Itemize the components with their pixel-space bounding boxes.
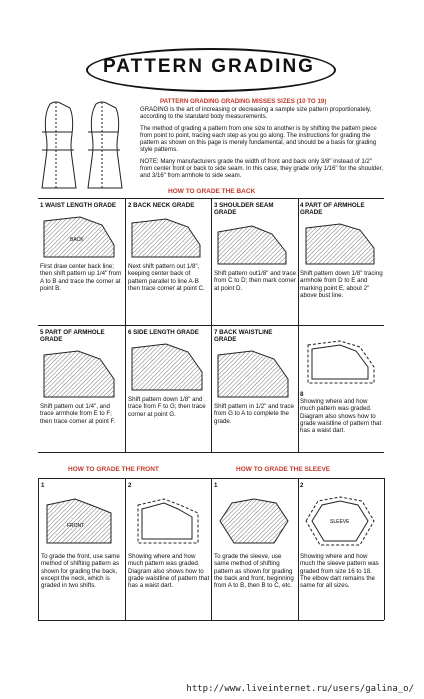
cell-title: 2 — [300, 482, 304, 489]
lower-grid-col-2 — [211, 478, 212, 620]
cell-text: To grade the sleeve, use same method of shifting pattern as shown for grading the back and front, beginning from A to B, then B to C, etc. — [214, 553, 294, 590]
cell-text: Shift pattern down 1/8" and trace from F to G; then trace corner at point G. — [128, 396, 206, 418]
back-cell-2 — [128, 202, 210, 292]
cell-title: 8 — [300, 391, 304, 398]
front-graded-diagram — [128, 491, 208, 551]
back-cell-5 — [40, 329, 124, 425]
front-label: FRONT — [67, 523, 85, 529]
intro-paragraph-1: GRADING is the art of increasing or decreasing a sample size pattern proportionately, according to the standard body measurements. — [140, 106, 372, 121]
back-cell-8 — [300, 329, 384, 434]
sleeve-piece-diagram — [214, 491, 294, 551]
cell-text: Shift pattern out 1/4", and trace armhole from E to F; then trace corner at point F. — [40, 403, 116, 425]
cell-title: 5 PART OF ARMHOLE GRADE — [40, 329, 105, 343]
back-cell-1 — [40, 202, 124, 292]
cell-text: Showing where and how much the sleeve pattern was graded from size 16 to 18. The elbow dart remains the same for all sizes. — [300, 553, 379, 590]
back-piece-diagram — [214, 218, 296, 268]
back-cell-6 — [128, 329, 210, 418]
cell-title: 1 — [214, 482, 218, 489]
page-title: PATTERN GRADING — [103, 56, 315, 77]
back-piece-diagram — [128, 338, 210, 394]
cell-text: First draw center back line; then shift pattern up 1/4" from A to B and trace the corner at point B. — [40, 263, 122, 292]
cell-text: To grade the front, use same method of shifting pattern as shown for grading the back, except the neck, which is graded in two shifts. — [41, 553, 120, 590]
dress-form-illustration — [32, 98, 132, 194]
sleeve-cell-1 — [214, 482, 296, 589]
cell-title: 1 WAIST LENGTH GRADE — [40, 202, 116, 209]
grid-col-1 — [125, 198, 126, 452]
cell-title: 2 BACK NECK GRADE — [128, 202, 195, 209]
lower-grid-col-1 — [125, 478, 126, 620]
cell-text: Shift pattern down 1/8" tracing armhole from D to E and marking point E, about 2" above bust line. — [300, 270, 383, 299]
back-label: BACK — [70, 237, 84, 243]
back-piece-diagram — [40, 345, 122, 401]
cell-text: Shift pattern out1/8" and trace from C to D; then mark corner at point D. — [214, 270, 296, 292]
intro-text — [140, 106, 384, 184]
front-heading: HOW TO GRADE THE FRONT — [68, 466, 159, 473]
grid-col-3 — [298, 198, 299, 452]
back-cell-3 — [214, 202, 296, 292]
cell-text: Shift pattern in 1/2" and trace from G to A to complete the grade. — [214, 403, 294, 425]
grid-bottom — [38, 452, 384, 453]
back-piece-diagram — [300, 218, 382, 268]
lower-grid-left — [38, 478, 39, 620]
cell-title: 1 — [41, 482, 45, 489]
sleeve-cell-2 — [300, 482, 382, 589]
graded-outline-diagram — [300, 335, 382, 389]
source-url[interactable]: http://www.liveinternet.ru/users/galina_o/ — [186, 684, 414, 694]
sleeve-heading: HOW TO GRADE THE SLEEVE — [236, 466, 331, 473]
intro-paragraph-2: The method of grading a pattern from one size to another is by shifting the pattern piece from point to point, tracing each step as you go along. The instructions for grading the pattern as shown on this page is merely fundamental, and should be a basis for grading style patterns. — [140, 124, 377, 154]
lower-grid-col-3 — [298, 478, 299, 620]
cell-title: 6 SIDE LENGTH GRADE — [128, 329, 199, 336]
sleeve-graded-diagram — [300, 491, 380, 551]
back-piece-diagram — [214, 345, 296, 401]
back-piece-diagram — [128, 211, 210, 261]
back-cell-4 — [300, 202, 384, 299]
back-cell-7 — [214, 329, 296, 425]
cell-text: Showing where and how much pattern was graded. Diagram also shows how to grade waistline of pattern that has a waist dart. — [128, 553, 210, 590]
front-cell-2 — [128, 482, 210, 589]
lower-grid-bottom — [38, 620, 384, 621]
front-piece-diagram — [41, 491, 121, 551]
front-cell-1 — [41, 482, 123, 589]
cell-text: Next shift pattern out 1/8", keeping center back of pattern parallel to line A-B then trace corner at point C. — [128, 263, 205, 292]
cell-title: 3 SHOULDER SEAM GRADE — [214, 202, 274, 216]
cell-title: 4 PART OF ARMHOLE GRADE — [300, 202, 365, 216]
cell-title: 7 BACK WAISTLINE GRADE — [214, 329, 273, 343]
sleeve-label: SLEEVE — [330, 519, 350, 525]
intro-paragraph-3: NOTE: Many manufacturers grade the width of front and back only 3/8" instead of 1/2" from center front or back to side seam. In this case, they grade only 1/16" for the shoulder, and 3/16" from armhole to side seam. — [140, 157, 383, 180]
back-piece-diagram — [40, 211, 122, 261]
cell-title: 2 — [128, 482, 132, 489]
lower-grid-right — [384, 478, 385, 620]
subtitle: PATTERN GRADING GRADING MISSES SIZES (10 TO 19) — [160, 98, 327, 105]
grid-col-2 — [211, 198, 212, 452]
back-heading: HOW TO GRADE THE BACK — [168, 188, 256, 195]
cell-text: Showing where and how much pattern was graded. Diagram also shows how to grade waistline of pattern that has a waist dart. — [300, 398, 382, 435]
